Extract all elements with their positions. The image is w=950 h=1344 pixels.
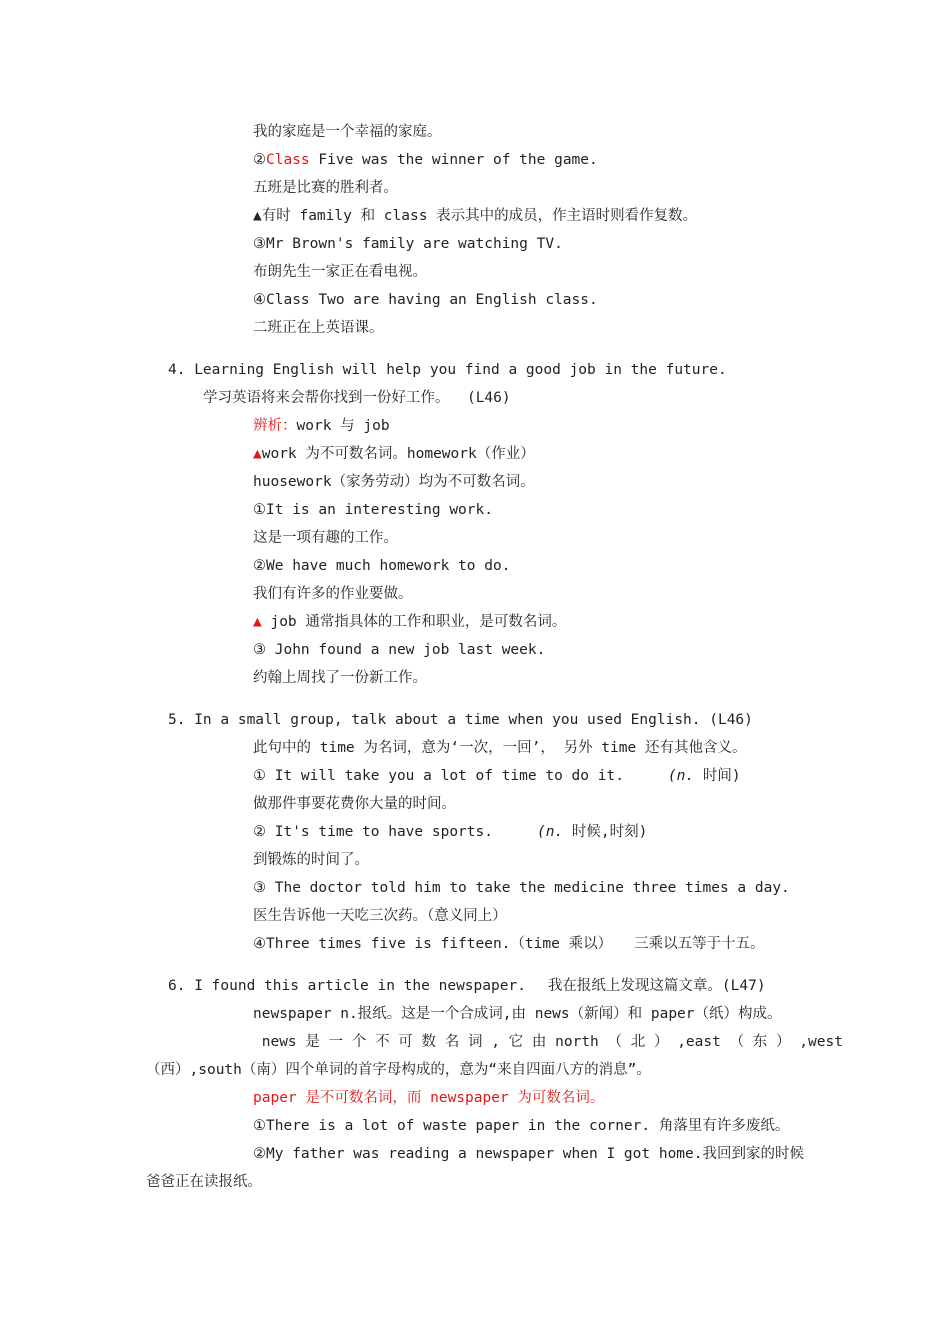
example-line [253,150,598,170]
translation-line: 医生告诉他一天吃三次药。（意义同上） [253,908,507,924]
example-text: ① It will take you a lot of time to do it. [253,768,624,784]
translation-line: 我们有许多的作业要做。 [253,586,413,602]
triangle-icon: ▲ [253,614,262,630]
item-title-text: 6. I found this article in the newspaper. [168,978,526,994]
analysis-label: 辨析： [253,418,297,434]
translation-line: 做那件事要花费你大量的时间。 [253,796,456,812]
example-line: ①It is an interesting work. [253,502,493,518]
note-text: work 为不可数名词。homework（作业） [261,446,535,462]
note-line: 此句中的 time 为名词，意为‘一次，一回’， 另外 time 还有其他含义。 [253,740,747,756]
example-line: ①There is a lot of waste paper in the corner. 角落里有许多废纸。 [253,1118,790,1134]
item-title: 4. Learning English will help you find a good job in the future. [168,362,727,378]
item-title [168,976,766,996]
translation-line: 这是一项有趣的工作。 [253,530,398,546]
item-title: 5. In a small group, talk about a time when you used English. (L46) [168,712,753,728]
example-line: 爸爸正在读报纸。 [146,1174,262,1190]
note-text: job 通常指具体的工作和职业，是可数名词。 [261,614,567,630]
translation-line: 二班正在上英语课。 [253,320,384,336]
example-line [253,822,647,842]
note-line: huosework（家务劳动）均为不可数名词。 [253,474,535,490]
meaning: 时间) [694,768,741,784]
note-line: news 是 一 个 不 可 数 名 词 , 它 由 north （ 北 ） ,east （ 东 ） ,west [253,1034,843,1050]
text-line: 我的家庭是一个幸福的家庭。 [253,124,442,140]
translation-line: 五班是比赛的胜利者。 [253,180,398,196]
example-line: ④Class Two are having an English class. [253,292,598,308]
example-line: ③ John found a new job last week. [253,642,546,658]
translation-text: 三乘以五等于十五。 [634,936,765,952]
translation-line: 布朗先生一家正在看电视。 [253,264,427,280]
example-line: ②We have much homework to do. [253,558,511,574]
example-text: ④Three times five is fifteen.（time 乘以） [253,936,613,952]
note-text: 有时 family 和 class 表示其中的成员，作主语时则看作复数。 [261,208,698,224]
highlight-line: paper 是不可数名词，而 newspaper 为可数名词。 [253,1090,605,1106]
translation-line: 约翰上周找了一份新工作。 [253,670,427,686]
meaning: 时候,时刻) [563,824,648,840]
translation-line: 到锻炼的时间了。 [253,852,369,868]
triangle-icon: ▲ [253,446,262,462]
triangle-icon: ▲ [253,208,262,224]
analysis-line [253,416,390,436]
note-line: newspaper n.报纸。这是一个合成词,由 news（新闻）和 paper（纸）构成。 [253,1006,782,1022]
item-title-translation: 我在报纸上发现这篇文章。(L47) [547,978,766,994]
example-line: ②My father was reading a newspaper when I got home.我回到家的时候 [253,1146,804,1162]
note-line [253,612,566,632]
example-line [253,934,765,954]
translation-line: 学习英语将来会帮你找到一份好工作。 (L46) [203,390,511,406]
example-line: ③Mr Brown's family are watching TV. [253,236,563,252]
highlight-word: Class [266,152,310,168]
note-line [253,444,535,464]
example-line: ③ The doctor told him to take the medicine three times a day. [253,880,790,896]
part-of-speech: (n. [667,768,695,784]
note-line: （西）,south（南）四个单词的首字母构成的，意为“来自四面八方的消息”。 [146,1062,651,1078]
note-line [253,206,697,226]
part-of-speech: (n. [536,824,564,840]
example-text: ② It's time to have sports. [253,824,493,840]
example-number: ② [253,152,266,168]
example-line [253,766,741,786]
example-text: Five was the winner of the game. [309,152,598,168]
analysis-text: work 与 job [296,418,390,434]
